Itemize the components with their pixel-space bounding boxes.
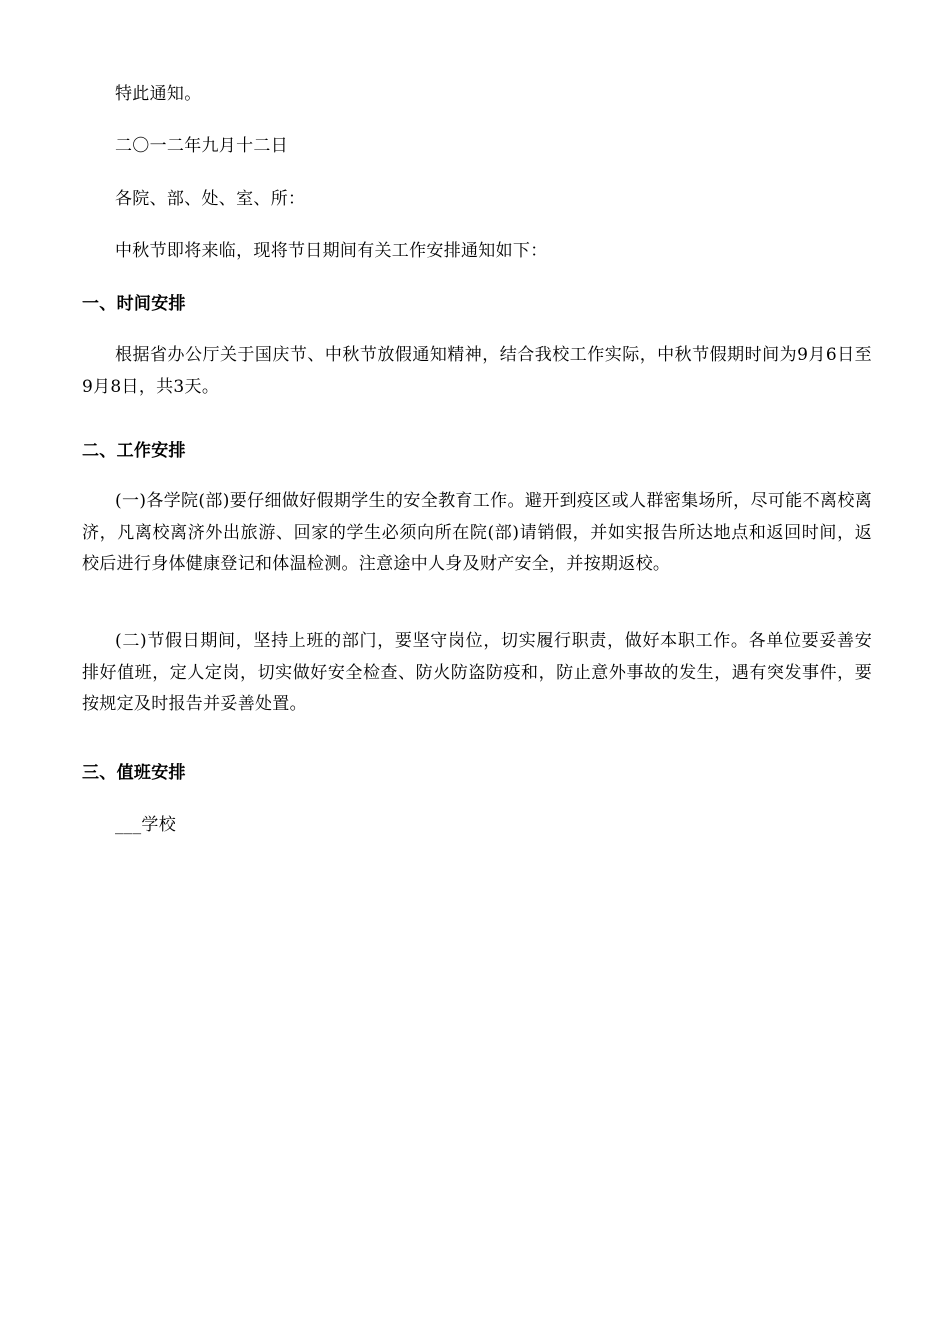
closing-text: 特此通知。: [115, 84, 202, 104]
salutation-text: 各院、部、处、室、所：: [115, 189, 306, 209]
intro-text: 中秋节即将来临，现将节日期间有关工作安排通知如下：: [115, 241, 548, 261]
section-heading-work: 二、工作安排: [82, 441, 186, 461]
signature-text: ___学校: [115, 815, 176, 835]
section-body-time: 根据省办公厅关于国庆节、中秋节放假通知精神，结合我校工作实际，中秋节假期时间为9月6日至9月8日，共3天。: [82, 345, 872, 397]
section-heading-time: 一、时间安排: [82, 294, 186, 314]
section-heading-duty: 三、值班安排: [82, 763, 186, 783]
date-text: 二〇一二年九月十二日: [115, 136, 288, 156]
work-item-1: (一)各学院(部)要仔细做好假期学生的安全教育工作。避开到疫区或人群密集场所，尽可能不离校离济，凡离校离济外出旅游、回家的学生必须向所在院(部)请销假，并如实报告所达地点和返回时间，返校后进行身体健康登记和体温检测。注意途中人身及财产安全，并按期返校。: [82, 491, 872, 574]
work-item-2: (二)节假日期间，坚持上班的部门，要坚守岗位，切实履行职责，做好本职工作。各单位要妥善安排好值班，定人定岗，切实做好安全检查、防火防盗防疫和，防止意外事故的发生，遇有突发事件，要按规定及时报告并妥善处置。: [82, 631, 872, 714]
